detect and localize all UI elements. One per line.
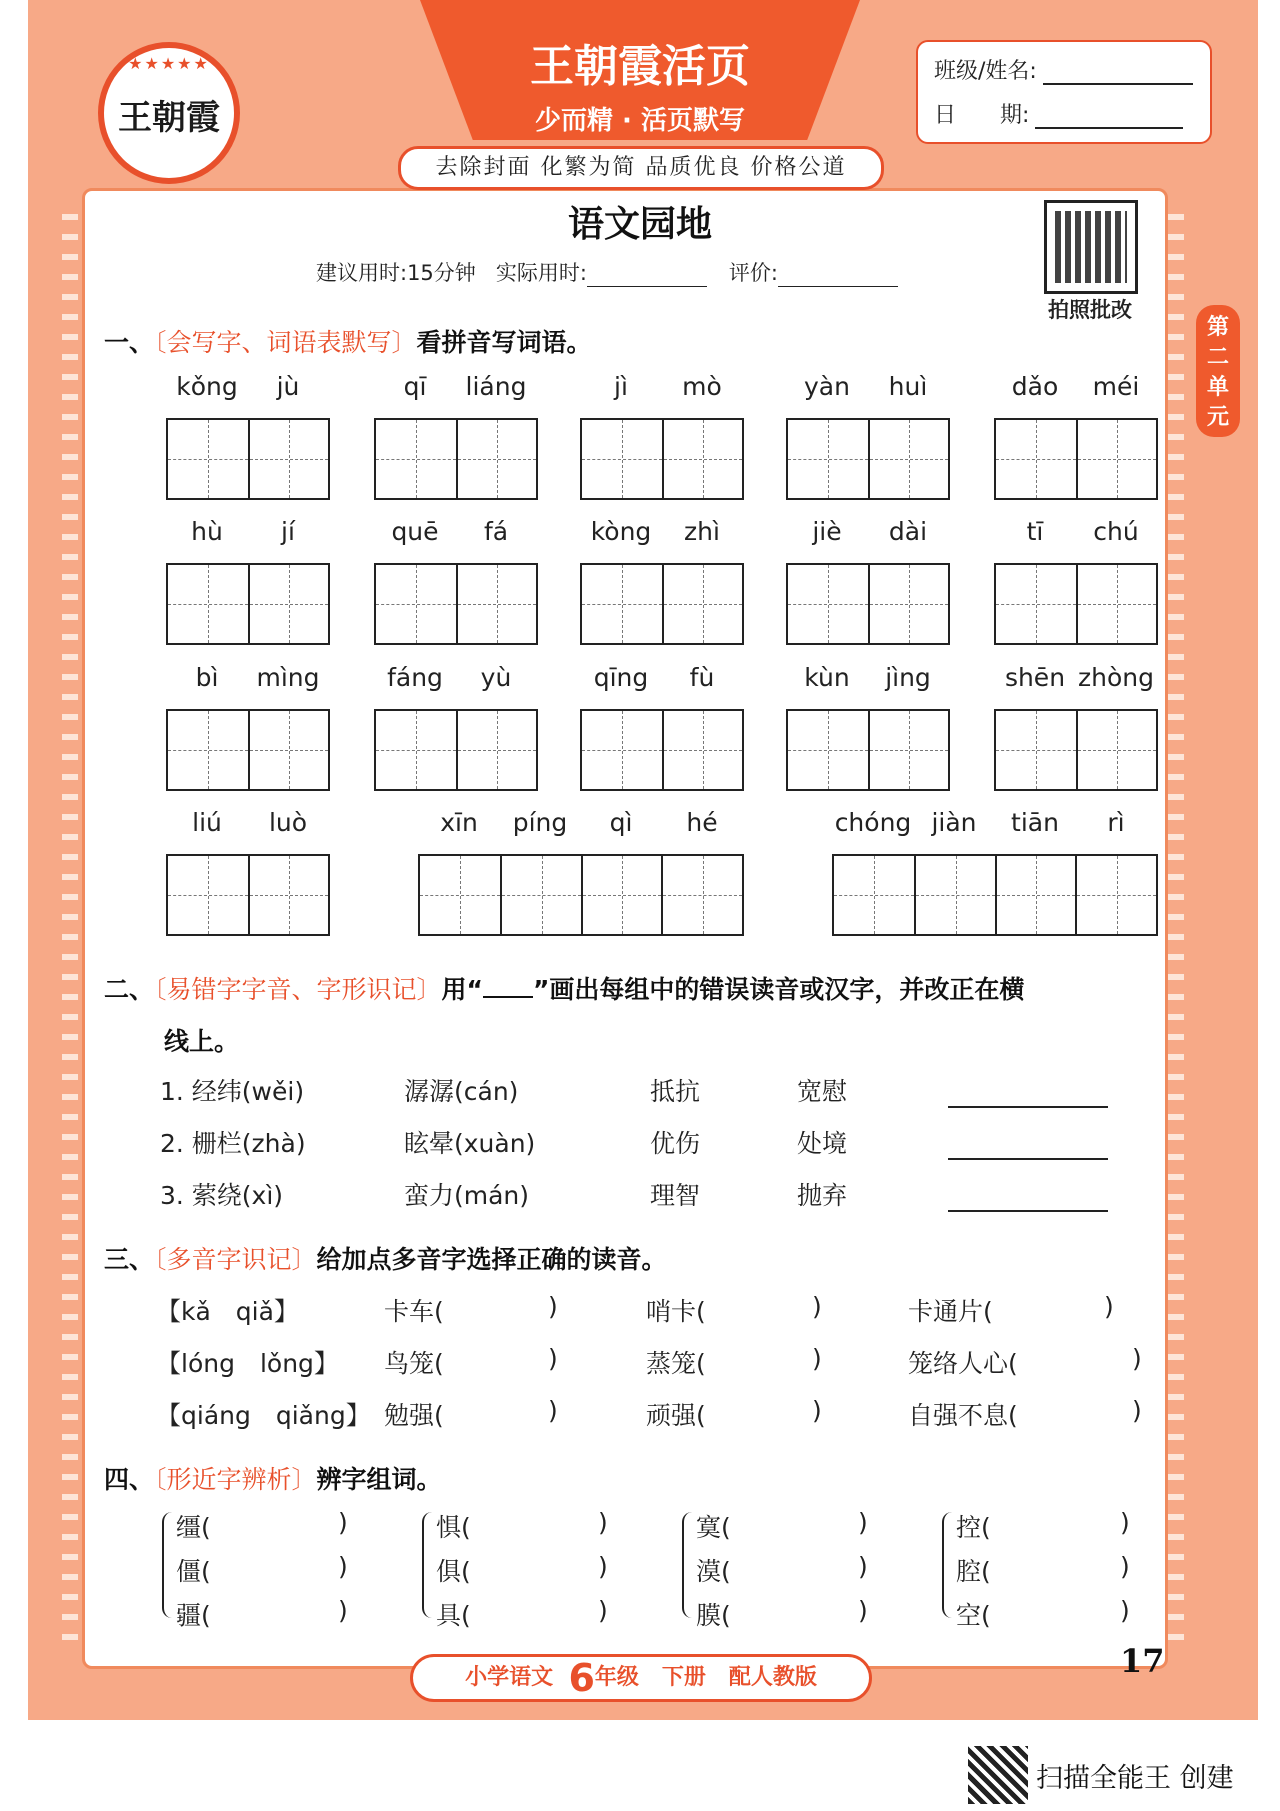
scanner-qr-icon — [968, 1746, 1028, 1804]
writing-cell[interactable] — [168, 420, 248, 498]
answer-paren[interactable]: ) — [338, 1596, 348, 1625]
time-row: 建议用时:15分钟 实际用时: 评价: — [316, 257, 920, 287]
answer-paren[interactable]: ) — [812, 1396, 822, 1425]
writing-cell[interactable] — [248, 856, 328, 934]
similar-char-item: 寞( — [696, 1513, 731, 1542]
star-icons: ★★★★★ — [128, 54, 210, 73]
pinyin-label: jiè — [812, 517, 842, 546]
pinyin-writing-grid[interactable] — [418, 854, 744, 936]
writing-cell[interactable] — [168, 856, 248, 934]
pinyin-label: chú — [1093, 517, 1139, 546]
pinyin-writing-grid[interactable] — [786, 563, 950, 645]
pinyin-label: liú — [192, 808, 222, 837]
decorative-border-right — [1168, 200, 1184, 1650]
writing-cell[interactable] — [914, 856, 995, 934]
answer-paren[interactable]: ) — [1132, 1344, 1142, 1373]
pinyin-writing-grid[interactable] — [786, 709, 950, 791]
writing-cell[interactable] — [1076, 565, 1156, 643]
pinyin-writing-grid[interactable] — [580, 418, 744, 500]
section2-heading: 二、〔易错字字音、字形识记〕用“ ”画出每组中的错误读音或汉字，并改正在横 — [104, 975, 1025, 1004]
error-item: 优伤 — [650, 1129, 701, 1158]
writing-cell[interactable] — [248, 565, 328, 643]
writing-cell[interactable] — [582, 565, 662, 643]
writing-cell[interactable] — [662, 711, 742, 789]
page-title: 语文园地 — [567, 204, 712, 245]
answer-paren[interactable]: ) — [598, 1552, 608, 1581]
section1-heading: 一、〔会写字、词语表默写〕看拼音写词语。 — [104, 328, 592, 357]
similar-char-item: 缰( — [176, 1513, 211, 1542]
pinyin-label: fù — [689, 663, 715, 692]
class-name-field[interactable]: 班级/姓名: — [934, 54, 1193, 85]
pinyin-label: mò — [682, 372, 722, 401]
pinyin-options: 【lóng lǒng】 — [156, 1349, 339, 1378]
writing-cell[interactable] — [376, 711, 456, 789]
similar-char-item: 僵( — [176, 1557, 211, 1586]
features-pill: 去除封面 化繁为简 品质优良 价格公道 — [398, 146, 884, 190]
pinyin-label: hù — [191, 517, 223, 546]
answer-paren[interactable]: ) — [1104, 1292, 1114, 1321]
pinyin-label: bì — [195, 663, 219, 692]
writing-cell[interactable] — [582, 420, 662, 498]
pinyin-label: yàn — [804, 372, 850, 401]
pinyin-label: rì — [1107, 808, 1125, 837]
pinyin-writing-grid[interactable] — [786, 418, 950, 500]
pinyin-label: huì — [888, 372, 928, 401]
writing-cell[interactable] — [582, 711, 662, 789]
answer-paren[interactable]: ) — [598, 1508, 608, 1537]
pinyin-writing-grid[interactable] — [166, 418, 330, 500]
unit-tab: 第二单元 — [1196, 305, 1240, 437]
brand-logo: ★★★★★ 王朝霞 — [98, 42, 240, 184]
pinyin-writing-grid[interactable] — [580, 709, 744, 791]
pinyin-label: yù — [480, 663, 512, 692]
pinyin-label: qīng — [593, 663, 649, 692]
polyphone-item: 顽强( — [646, 1401, 706, 1430]
answer-paren[interactable]: ) — [1120, 1508, 1130, 1537]
similar-char-item: 惧( — [436, 1513, 471, 1542]
pinyin-writing-grid[interactable] — [374, 709, 538, 791]
pinyin-label: kǒng — [176, 372, 238, 401]
writing-cell[interactable] — [788, 420, 868, 498]
answer-paren[interactable]: ) — [858, 1552, 868, 1581]
similar-char-item: 空( — [956, 1601, 991, 1630]
pinyin-label: mìng — [256, 663, 320, 692]
pinyin-label: quē — [391, 517, 439, 546]
answer-paren[interactable]: ) — [1120, 1596, 1130, 1625]
answer-paren[interactable]: ) — [598, 1596, 608, 1625]
writing-cell[interactable] — [662, 565, 742, 643]
answer-paren[interactable]: ) — [1120, 1552, 1130, 1581]
footer-pill: 小学语文 6年级 下册 配人教版 — [410, 1654, 872, 1702]
pinyin-label: qī — [403, 372, 427, 401]
qr-code-icon[interactable] — [1044, 200, 1138, 294]
error-item: 3. 萦绕(xì) — [160, 1181, 284, 1210]
section4-heading: 四、〔形近字辨析〕辨字组词。 — [104, 1465, 442, 1494]
answer-paren[interactable]: ) — [1132, 1396, 1142, 1425]
writing-cell[interactable] — [248, 711, 328, 789]
similar-char-item: 具( — [436, 1601, 471, 1630]
pinyin-label: píng — [512, 808, 568, 837]
student-info-box — [916, 40, 1212, 144]
answer-paren[interactable]: ) — [338, 1552, 348, 1581]
pinyin-label: tī — [1026, 517, 1044, 546]
similar-char-item: 俱( — [436, 1557, 471, 1586]
pinyin-label: dài — [888, 517, 928, 546]
group-brace — [942, 1512, 956, 1618]
date-field[interactable]: 日 期: — [934, 98, 1183, 129]
writing-cell[interactable] — [996, 565, 1076, 643]
similar-char-item: 漠( — [696, 1557, 731, 1586]
answer-line[interactable] — [948, 1210, 1108, 1212]
writing-cell[interactable] — [996, 420, 1076, 498]
answer-paren[interactable]: ) — [548, 1396, 558, 1425]
pinyin-label: méi — [1092, 372, 1140, 401]
writing-cell[interactable] — [868, 711, 948, 789]
pinyin-writing-grid[interactable] — [166, 709, 330, 791]
pinyin-label: zhì — [684, 517, 720, 546]
pinyin-writing-grid[interactable] — [166, 854, 330, 936]
writing-cell[interactable] — [868, 565, 948, 643]
pinyin-label: kòng — [590, 517, 652, 546]
polyphone-item: 蒸笼( — [646, 1349, 706, 1378]
answer-paren[interactable]: ) — [548, 1344, 558, 1373]
section2-heading-cont: 线上。 — [164, 1027, 240, 1056]
writing-cell[interactable] — [868, 420, 948, 498]
pinyin-label: hé — [686, 808, 718, 837]
writing-cell[interactable] — [168, 711, 248, 789]
error-item: 蛮力(mán) — [404, 1181, 530, 1210]
pinyin-label: qì — [609, 808, 633, 837]
error-item: 抛弃 — [797, 1181, 848, 1210]
pinyin-writing-grid[interactable] — [994, 563, 1158, 645]
actual-time-field[interactable] — [587, 268, 707, 287]
writing-cell[interactable] — [788, 711, 868, 789]
writing-cell[interactable] — [376, 565, 456, 643]
writing-cell[interactable] — [581, 856, 662, 934]
writing-cell[interactable] — [1076, 711, 1156, 789]
polyphone-item: 哨卡( — [646, 1297, 706, 1326]
answer-line[interactable] — [948, 1106, 1108, 1108]
error-item: 潺潺(cán) — [404, 1077, 519, 1106]
group-brace — [682, 1512, 696, 1618]
polyphone-item: 鸟笼( — [384, 1349, 444, 1378]
pinyin-label: chóng — [834, 808, 912, 837]
pinyin-writing-grid[interactable] — [166, 563, 330, 645]
group-brace — [422, 1512, 436, 1618]
writing-cell[interactable] — [376, 420, 456, 498]
pinyin-writing-grid[interactable] — [374, 563, 538, 645]
answer-line[interactable] — [948, 1158, 1108, 1160]
error-item: 抵抗 — [650, 1077, 701, 1106]
writing-cell[interactable] — [248, 420, 328, 498]
answer-paren[interactable]: ) — [812, 1344, 822, 1373]
pinyin-options: 【qiáng qiǎng】 — [156, 1401, 371, 1430]
polyphone-item: 勉强( — [384, 1401, 444, 1430]
pinyin-label: tiān — [1011, 808, 1059, 837]
pinyin-label: fáng — [387, 663, 443, 692]
writing-cell[interactable] — [661, 856, 742, 934]
writing-cell[interactable] — [500, 856, 581, 934]
polyphone-item: 笼络人心( — [908, 1349, 1018, 1378]
pinyin-writing-grid[interactable] — [994, 709, 1158, 791]
similar-char-item: 控( — [956, 1513, 991, 1542]
pinyin-label: liáng — [465, 372, 527, 401]
decorative-border-left — [62, 200, 78, 1650]
writing-cell[interactable] — [834, 856, 914, 934]
pinyin-label: jí — [281, 517, 295, 546]
error-item: 处境 — [797, 1129, 848, 1158]
pinyin-label: jìng — [885, 663, 931, 692]
answer-paren[interactable]: ) — [812, 1292, 822, 1321]
pinyin-label: fá — [483, 517, 509, 546]
pinyin-writing-grid[interactable] — [580, 563, 744, 645]
answer-paren[interactable]: ) — [338, 1508, 348, 1537]
pinyin-label: zhòng — [1078, 663, 1154, 692]
writing-cell[interactable] — [168, 565, 248, 643]
answer-paren[interactable]: ) — [858, 1596, 868, 1625]
qr-label: 拍照批改 — [1048, 298, 1132, 322]
error-item: 2. 栅栏(zhà) — [160, 1129, 306, 1158]
error-item: 宽慰 — [797, 1077, 848, 1106]
section3-heading: 三、〔多音字识记〕给加点多音字选择正确的读音。 — [104, 1245, 667, 1274]
similar-char-item: 腔( — [956, 1557, 991, 1586]
pinyin-label: jì — [614, 372, 628, 401]
pinyin-options: 【kǎ qiǎ】 — [156, 1297, 299, 1326]
pinyin-label: xīn — [440, 808, 478, 837]
writing-cell[interactable] — [1075, 856, 1156, 934]
error-item: 1. 经纬(wěi) — [160, 1077, 305, 1106]
writing-cell[interactable] — [995, 856, 1076, 934]
pinyin-label: kùn — [804, 663, 850, 692]
polyphone-item: 卡车( — [384, 1297, 444, 1326]
pinyin-writing-grid[interactable] — [832, 854, 1158, 936]
polyphone-item: 卡通片( — [908, 1297, 993, 1326]
similar-char-item: 膜( — [696, 1601, 731, 1630]
pinyin-label: luò — [268, 808, 308, 837]
writing-cell[interactable] — [456, 565, 536, 643]
brand-slogan: 少而精 · 活页默写 — [535, 106, 745, 136]
answer-paren[interactable]: ) — [548, 1292, 558, 1321]
pinyin-label: jiàn — [931, 808, 977, 837]
scanner-watermark: 扫描全能王 创建 — [1036, 1763, 1234, 1794]
answer-paren[interactable]: ) — [858, 1508, 868, 1537]
error-item: 理智 — [650, 1181, 701, 1210]
brand-title: 王朝霞活页 — [530, 41, 750, 92]
similar-char-item: 疆( — [176, 1601, 211, 1630]
evaluation-field[interactable] — [778, 268, 898, 287]
writing-cell[interactable] — [456, 711, 536, 789]
writing-cell[interactable] — [420, 856, 500, 934]
pinyin-writing-grid[interactable] — [994, 418, 1158, 500]
writing-cell[interactable] — [996, 711, 1076, 789]
pinyin-label: dǎo — [1011, 372, 1059, 401]
pinyin-label: jù — [276, 372, 300, 401]
polyphone-item: 自强不息( — [908, 1401, 1018, 1430]
page-number: 17 — [1120, 1642, 1165, 1680]
writing-cell[interactable] — [1076, 420, 1156, 498]
writing-cell[interactable] — [662, 420, 742, 498]
pinyin-writing-grid[interactable] — [374, 418, 538, 500]
writing-cell[interactable] — [456, 420, 536, 498]
pinyin-label: shēn — [1004, 663, 1066, 692]
writing-cell[interactable] — [788, 565, 868, 643]
error-item: 眩晕(xuàn) — [404, 1129, 536, 1158]
group-brace — [162, 1512, 176, 1618]
